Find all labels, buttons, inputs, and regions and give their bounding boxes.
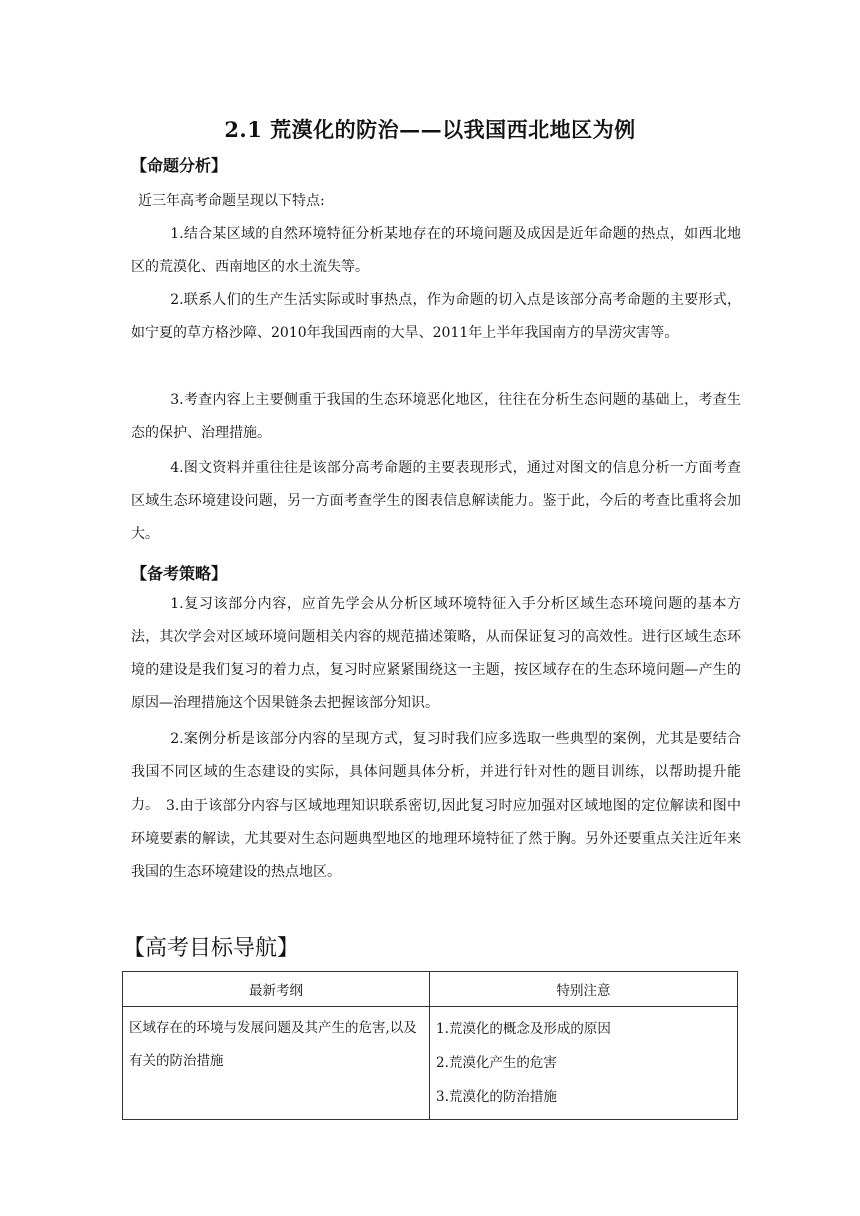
strategy-point-1: 1.复习该部分内容，应首先学会从分析区域环境特征入手分析区域生态环境问题的基本方法，其次学会对区域环境问题相关内容的规范描述策略，从而保证复习的高效性。进行区域生态环境的建设是我们复习的着力点，复习时应紧紧围绕这一主题，按区域存在的生态环境问题—产生的原因—治理措施这个因果链条去把握该部分知识。 <box>131 596 741 711</box>
strategy-point-3: 3.由于该部分内容与区域地理知识联系密切,因此复习时应加强对区域地图的定位解读和图中环境要素的解读，尤其要对生态问题典型地区的地理环境特征了然于胸。另外还要重点关注近年来我国的生态环境建设的热点地区。 <box>131 798 741 880</box>
column-header-notes: 特别注意 <box>430 972 738 1007</box>
note-item-3: 3.荒漠化的防治措施 <box>436 1089 557 1105</box>
table-header-row <box>123 972 738 1007</box>
analysis-point-1: 1.结合某区域的自然环境特征分析某地存在的环境问题及成因是近年命题的热点，如西北地区的荒漠化、西南地区的水土流失等。 <box>131 226 741 275</box>
analysis-intro: 近三年高考命题呈现以下特点: <box>138 193 325 209</box>
strategy-point-2: 2.案例分析是该部分内容的呈现方式，复习时我们应多选取一些典型的案例，尤其是要结合我国不同区域的生态建设的实际，具体问题具体分析，并进行针对性的题目训练，以帮助提升能力。 <box>131 731 741 813</box>
table-row <box>123 1007 738 1120</box>
analysis-point-3: 3.考查内容上主要侧重于我国的生态环境恶化地区，往往在分析生态问题的基础上，考查生态的保护、治理措施。 <box>131 392 741 441</box>
analysis-point-4: 4.图文资料并重往往是该部分高考命题的主要表现形式，通过对图文的信息分析一方面考查区域生态环境建设问题，另一方面考查学生的图表信息解读能力。鉴于此，今后的考查比重将会加大。 <box>131 460 741 542</box>
syllabus-cell <box>123 1007 430 1120</box>
goals-table <box>122 971 738 1120</box>
note-item-2: 2.荒漠化产生的危害 <box>436 1055 557 1071</box>
document-title: 2.1 荒漠化的防治——以我国西北地区为例 <box>224 117 636 142</box>
note-item-1: 1.荒漠化的概念及形成的原因 <box>436 1021 611 1037</box>
notes-cell <box>430 1007 738 1120</box>
column-header-syllabus: 最新考纲 <box>123 972 430 1007</box>
strategy-heading: 【备考策略】 <box>131 564 228 583</box>
syllabus-text: 区域存在的环境与发展问题及其产生的危害,以及有关的防治措施 <box>129 1020 417 1069</box>
goals-heading: 【高考目标导航】 <box>123 936 300 961</box>
analysis-heading: 【命题分析】 <box>131 156 228 175</box>
analysis-point-2: 2.联系人们的生产生活实际或时事热点，作为命题的切入点是该部分高考命题的主要形式，如宁夏的草方格沙障、2010年我国西南的大旱、2011年上半年我国南方的旱涝灾害等。 <box>131 292 741 341</box>
